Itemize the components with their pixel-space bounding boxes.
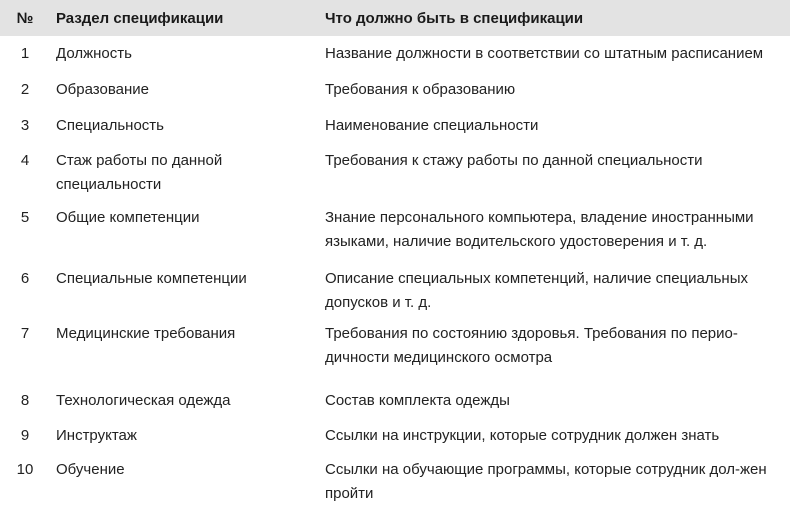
row-section: Инструктаж — [56, 427, 137, 444]
row-section: Должность — [56, 45, 132, 62]
row-number: 2 — [20, 81, 30, 98]
row-number: 9 — [20, 427, 30, 444]
row-number: 1 — [20, 45, 30, 62]
row-number: 10 — [16, 461, 34, 478]
row-number: 4 — [20, 152, 30, 169]
table-row — [0, 78, 790, 108]
table-row — [0, 114, 790, 144]
table-row — [0, 149, 790, 199]
row-content: Ссылки на инструкции, которые сотрудник должен знать — [325, 427, 720, 444]
row-section: Медицинские требования — [56, 325, 236, 342]
row-section: Обучение — [56, 461, 125, 478]
row-number: 6 — [20, 270, 30, 287]
row-content: Требования к стажу работы по данной специальности — [325, 152, 703, 169]
row-section: Общие компетенции — [56, 209, 200, 226]
row-content: Описание специальных компетенций, наличие специальных допусков и т. д. — [325, 270, 748, 311]
row-section: Стаж работы по данной специальности — [56, 152, 223, 193]
row-section: Технологическая одежда — [56, 392, 231, 409]
row-content: Название должности в соответствии со штатным расписанием — [325, 45, 764, 62]
row-number: 7 — [20, 325, 30, 342]
row-section: Специальность — [56, 117, 164, 134]
row-number: 8 — [20, 392, 30, 409]
row-content: Требования к образованию — [325, 81, 516, 98]
header-number: № — [16, 10, 34, 27]
header-section: Раздел спецификации — [56, 10, 224, 27]
table-row — [0, 206, 790, 256]
row-number: 5 — [20, 209, 30, 226]
row-section: Специальные компетенции — [56, 270, 247, 287]
header-content: Что должно быть в спецификации — [325, 10, 584, 27]
row-content: Наименование специальности — [325, 117, 539, 134]
table-row — [0, 322, 790, 372]
table-row — [0, 458, 790, 502]
row-content: Требования по состоянию здоровья. Требования по перио-дичности медицинского осмотра — [325, 325, 738, 366]
row-content: Знание персонального компьютера, владение иностранными языками, наличие водительского удостоверения и т. д. — [325, 209, 754, 250]
table-header — [0, 0, 790, 36]
table-row — [0, 42, 790, 72]
row-content: Ссылки на обучающие программы, которые сотрудник дол-жен пройти — [325, 461, 767, 502]
table-row — [0, 424, 790, 454]
row-content: Состав комплекта одежды — [325, 392, 510, 409]
table-row — [0, 267, 790, 317]
table-row — [0, 389, 790, 419]
row-section: Образование — [56, 81, 149, 98]
row-number: 3 — [20, 117, 30, 134]
